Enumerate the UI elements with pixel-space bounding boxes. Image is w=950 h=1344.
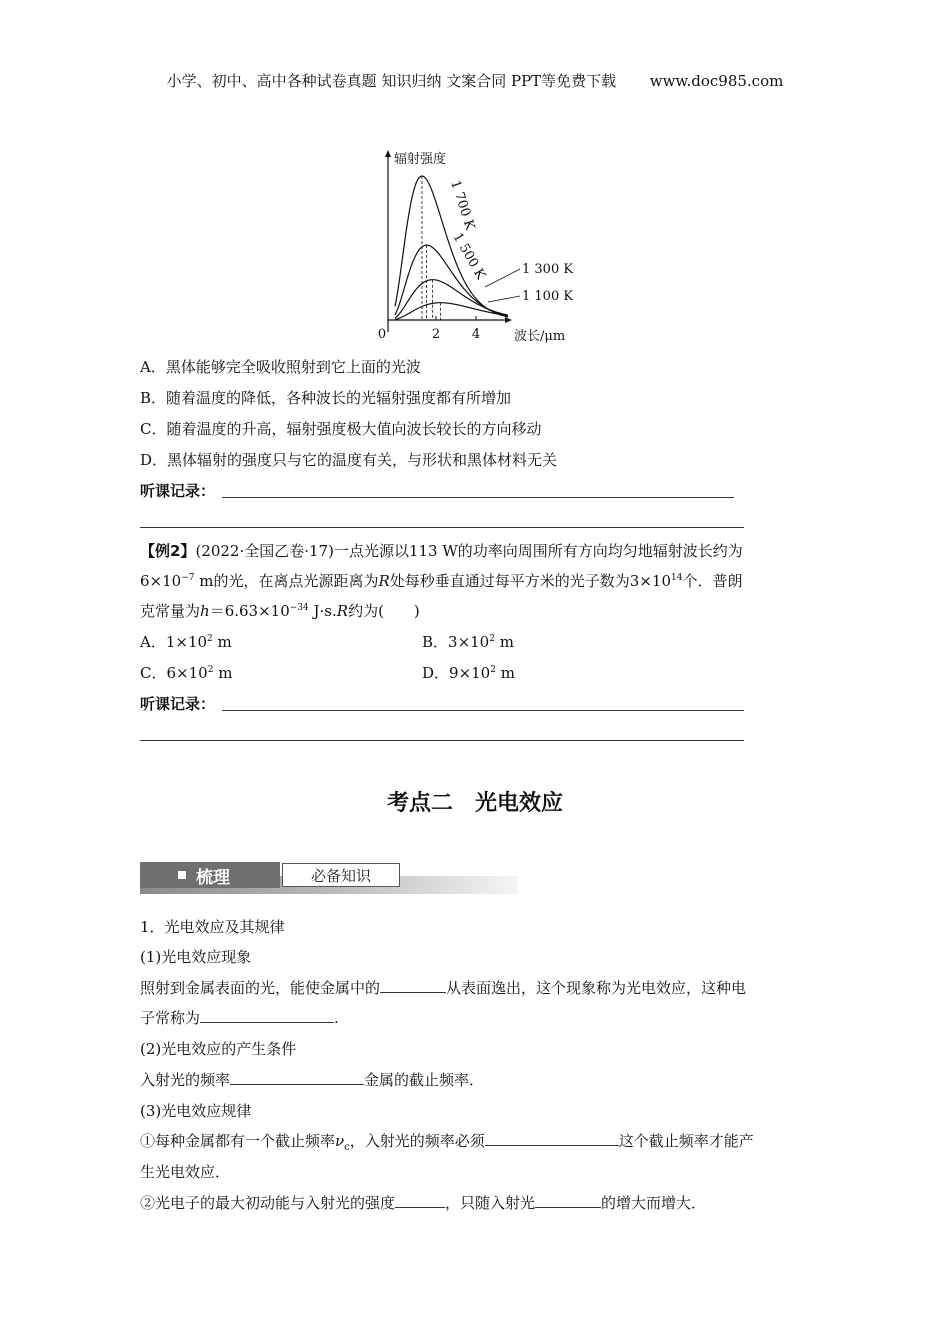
example2-variable: R: [378, 572, 390, 590]
blackbody-chart: [360, 146, 600, 346]
series-label-1500: 1 500 K: [449, 230, 489, 283]
example2-line1: [140, 540, 743, 561]
fill-blank[interactable]: [485, 1131, 619, 1146]
x-tick-label: 4: [471, 327, 481, 342]
curve-1500K: [395, 245, 508, 316]
leader-1300: [485, 269, 520, 287]
option-c: C．随着温度的升高，辐射强度极大值向波长较长的方向移动: [140, 420, 542, 438]
notes-line[interactable]: [140, 527, 744, 528]
leader-1100: [488, 296, 520, 302]
banner-sub: 必备知识: [282, 863, 400, 887]
notes-line[interactable]: [222, 710, 744, 711]
example2-text: m的光，在离点光源距离为: [194, 572, 379, 590]
option-a: A．黑体能够完全吸收照射到它上面的光波: [140, 358, 421, 376]
paragraph-line: 入射光的频率 金属的截止频率．: [140, 1071, 485, 1089]
paragraph-line: 照射到金属表面的光，能使金属中的 从表面逸出，这个现象称为光电效应，这种电: [140, 979, 747, 997]
section-title: 考点二 光电效应: [386, 791, 563, 816]
x-tick-label: 2: [431, 327, 441, 342]
example2-option-d: D．$9\times 10^2$ m: [422, 664, 515, 682]
example2-line2: [140, 570, 742, 591]
y-axis-label: 辐射强度: [394, 152, 447, 167]
fill-blank[interactable]: [380, 978, 446, 993]
notes-label: 听课记录：: [140, 482, 216, 500]
example2-line3: [140, 600, 420, 621]
fill-blank[interactable]: [395, 1193, 445, 1208]
header-site: www.doc985.com: [649, 72, 784, 90]
example2-text: J·s.: [308, 602, 337, 620]
paragraph-line: 生光电效应．: [140, 1163, 231, 1181]
option-d: D．黑体辐射的强度只与它的温度有关，与形状和黑体材料无关: [140, 451, 558, 469]
example2-option-c: C．$6\times 10^2$ m: [140, 664, 233, 682]
header-banner: [0, 70, 950, 91]
example2-text: 克常量为: [140, 602, 201, 620]
sub-heading: (1)光电效应现象: [140, 948, 252, 966]
paragraph-line: ②光电子的最大初动能与入射光的强度 ，只随入射光 的增大而增大．: [140, 1194, 707, 1212]
x-axis-arrow: [505, 317, 512, 323]
item-heading: 1．光电效应及其规律: [140, 918, 285, 936]
example2-exponent: −34: [289, 603, 309, 613]
fill-blank[interactable]: [230, 1070, 364, 1085]
sub-heading: (3)光电效应规律: [140, 1102, 252, 1120]
example2-text: ＝6.63×10: [209, 602, 290, 620]
example2-option-b: B．$3\times 10^2$ m: [422, 633, 514, 651]
header-text: 小学、初中、高中各种试卷真题 知识归纳 文案合同 PPT等免费下载: [166, 72, 617, 90]
paragraph-line: ①每种金属都有一个截止频率$\nu_c$，入射光的频率必须 这个截止频率才能产: [140, 1132, 754, 1153]
series-label-1700: 1 700 K: [447, 178, 478, 232]
fill-blank[interactable]: [200, 1008, 334, 1023]
example2-text: 个．普朗: [682, 572, 743, 590]
series-label-1300: 1 300 K: [522, 262, 574, 277]
example2-text: 处每秒垂直通过每平方米的光子数为3×10: [389, 572, 671, 590]
example2-variable: R: [336, 602, 349, 620]
notes-label: 听课记录：: [140, 695, 216, 713]
series-label-1100: 1 100 K: [522, 289, 574, 304]
example2-tag: 【例2】: [140, 542, 196, 560]
fill-blank[interactable]: [535, 1193, 601, 1208]
example2-option-a: A．$1\times 10^2$ m: [140, 633, 232, 651]
example2-exponent: −7: [181, 573, 195, 583]
square-icon: [178, 871, 186, 879]
paragraph-line: 子常称为 .: [140, 1009, 339, 1027]
sub-heading: (2)光电效应的产生条件: [140, 1040, 297, 1058]
banner-main: 梳理: [140, 862, 280, 888]
example2-text: 一点光源以113 W的功率向周围所有方向均匀地辐射波长约为: [333, 542, 743, 560]
example2-exponent: 14: [670, 573, 683, 583]
y-axis-arrow: [385, 150, 391, 157]
example2-variable: h: [200, 602, 210, 620]
option-b: B．随着温度的降低，各种波长的光辐射强度都有所增加: [140, 389, 512, 407]
x-axis-label: 波长/μm: [514, 329, 566, 344]
example2-text: 约为( ): [348, 602, 420, 620]
section-banner: [140, 862, 518, 894]
notes-line[interactable]: [140, 740, 744, 741]
example2-text: 6×10: [140, 572, 182, 590]
notes-line[interactable]: [222, 497, 734, 498]
origin-label: 0: [377, 327, 387, 342]
example2-source: (2022·全国乙卷·17): [195, 542, 334, 560]
